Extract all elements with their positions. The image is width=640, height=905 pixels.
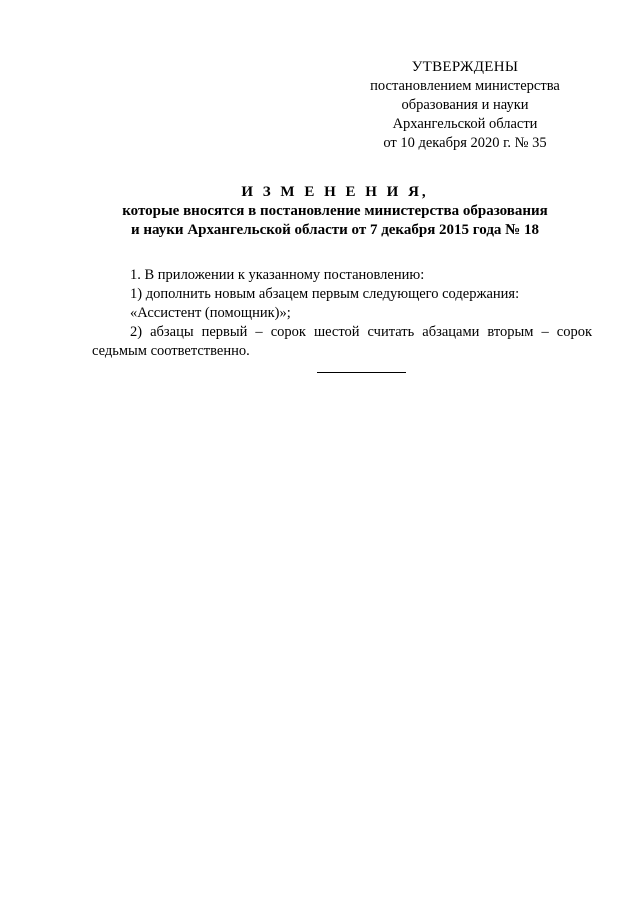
approval-line-1: постановлением министерства: [370, 78, 560, 94]
approval-block: [340, 58, 590, 153]
body-paragraph-4: 2) абзацы первый – сорок шестой считать абзацами вторым – сорок седьмым соответственно.: [92, 324, 592, 359]
heading-subtitle-line-1: которые вносятся в постановление министерства образования: [122, 203, 548, 219]
body-paragraph-1: 1. В приложении к указанному постановлению:: [130, 267, 425, 283]
approval-line-3: Архангельской области: [392, 116, 538, 132]
approval-title: УТВЕРЖДЕНЫ: [411, 59, 519, 75]
heading-subtitle-line-2: и науки Архангельской области от 7 декабря 2015 года № 18: [131, 222, 539, 238]
approval-line-2: образования и науки: [401, 97, 529, 113]
heading-title: И З М Е Н Е Н И Я,: [241, 184, 429, 200]
document-heading: [100, 183, 570, 240]
approval-line-4: от 10 декабря 2020 г. № 35: [383, 135, 547, 151]
end-separator-line: [317, 372, 406, 373]
document-body: [92, 266, 592, 361]
body-paragraph-2: 1) дополнить новым абзацем первым следующего содержания:: [130, 286, 520, 302]
body-paragraph-3: «Ассистент (помощник)»;: [130, 305, 291, 321]
